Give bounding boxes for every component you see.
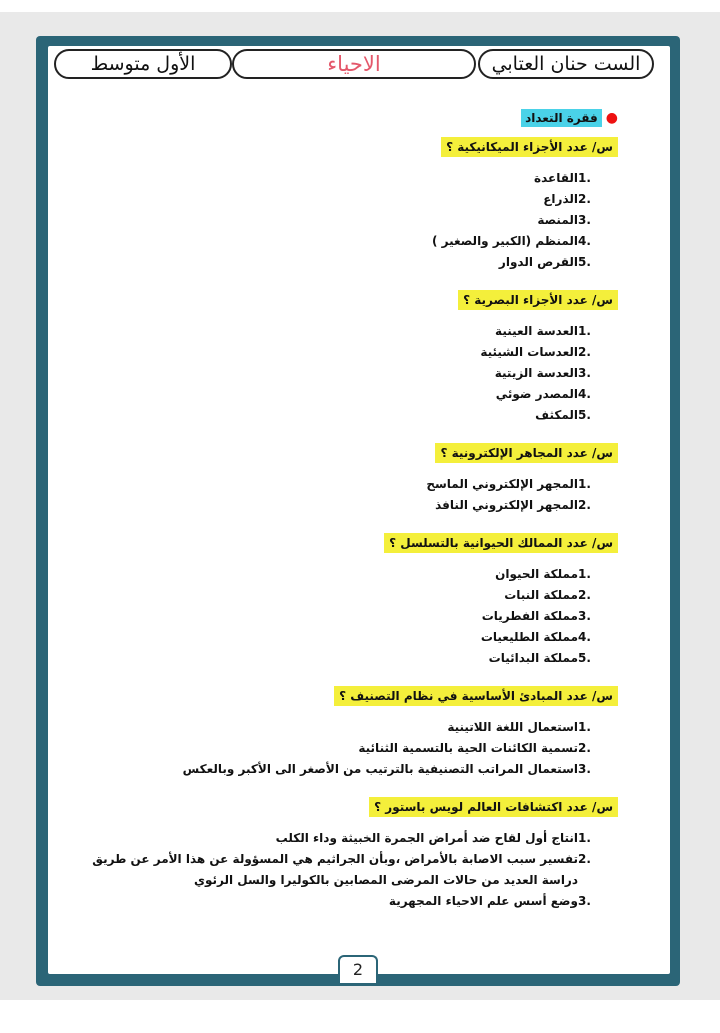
answer-number: 1. <box>578 171 591 185</box>
answer-number: 2. <box>578 498 591 512</box>
section-title: فقرة التعداد <box>521 109 602 127</box>
question-row <box>60 679 618 709</box>
answer-number: 4. <box>578 387 591 401</box>
answer-text: المجهر الإلكتروني الماسح <box>426 477 578 491</box>
answer-item <box>60 189 598 210</box>
answer-list <box>60 168 618 273</box>
answer-text: المصدر ضوئي <box>495 387 578 401</box>
question-row <box>60 790 618 820</box>
answer-number: 5. <box>578 651 591 665</box>
answer-item <box>60 849 598 891</box>
answer-text: القاعدة <box>534 171 578 185</box>
answer-item <box>60 474 598 495</box>
answer-text: مملكة الفطريات <box>481 609 578 623</box>
question-row <box>60 130 618 160</box>
answer-list <box>60 474 618 516</box>
answer-item <box>60 606 598 627</box>
answer-item <box>60 585 598 606</box>
answer-item <box>60 891 598 912</box>
answer-number: 3. <box>578 894 591 908</box>
question-prompt: س/ عدد الأجزاء الميكانيكية ؟ <box>441 137 618 157</box>
answer-number: 3. <box>578 213 591 227</box>
page-number: 2 <box>338 955 378 983</box>
answer-item <box>60 384 598 405</box>
answer-number: 2. <box>578 741 591 755</box>
answer-item <box>60 168 598 189</box>
question-prompt: س/ عدد الأجزاء البصرية ؟ <box>458 290 618 310</box>
answer-text: الذراع <box>543 192 578 206</box>
question-list <box>60 130 618 912</box>
answer-list <box>60 717 618 780</box>
answer-text: المكثف <box>535 408 578 422</box>
answer-number: 3. <box>578 366 591 380</box>
answer-number: 4. <box>578 234 591 248</box>
answer-text: القرص الدوار <box>498 255 578 269</box>
answer-number: 4. <box>578 630 591 644</box>
answer-item <box>60 717 598 738</box>
answer-number: 2. <box>578 345 591 359</box>
answer-number: 2. <box>578 588 591 602</box>
bullet-icon: ● <box>605 110 618 126</box>
grade-label: الأول متوسط <box>54 49 232 79</box>
answer-text: مملكة النبات <box>504 588 578 602</box>
answer-number: 2. <box>578 192 591 206</box>
answer-number: 1. <box>578 324 591 338</box>
answer-item <box>60 363 598 384</box>
answer-text: المنصة <box>537 213 578 227</box>
answer-text: العدسة الزيتية <box>494 366 578 380</box>
answer-list <box>60 321 618 426</box>
answer-item <box>60 828 598 849</box>
answer-text: وضع أسس علم الاحياء المجهرية <box>388 894 578 908</box>
answer-list <box>60 564 618 669</box>
answer-number: 2. <box>578 852 591 866</box>
question-prompt: س/ عدد المجاهر الإلكترونية ؟ <box>435 443 618 463</box>
answer-item <box>60 210 598 231</box>
worksheet-content <box>60 100 618 922</box>
answer-text: انتاج أول لقاح ضد أمراض الجمرة الخبيثة وداء الكلب <box>275 831 578 845</box>
answer-number: 1. <box>578 567 591 581</box>
subject-title: الاحياء <box>232 49 476 79</box>
answer-number: 3. <box>578 609 591 623</box>
question-row <box>60 526 618 556</box>
teacher-name: الست حنان العتابي <box>478 49 654 79</box>
answer-item <box>60 342 598 363</box>
answer-item <box>60 564 598 585</box>
question-row <box>60 283 618 313</box>
answer-list <box>60 828 618 912</box>
answer-text: العدسات الشيئية <box>480 345 578 359</box>
answer-item <box>60 405 598 426</box>
answer-number: 5. <box>578 255 591 269</box>
answer-item <box>60 495 598 516</box>
answer-item <box>60 738 598 759</box>
answer-text: المنظم (الكبير والصغير ) <box>431 234 578 248</box>
question-row <box>60 436 618 466</box>
answer-text: مملكة الطليعيات <box>480 630 578 644</box>
answer-number: 5. <box>578 408 591 422</box>
answer-text: استعمال المراتب التصنيفية بالترتيب من الأصغر الى الأكبر وبالعكس <box>182 762 578 776</box>
answer-text: تفسير سبب الاصابة بالأمراض ،وبأن الجراثيم هي المسؤولة عن هذا الأمر عن طريق دراسة العديد من حالات المرضى المصابين بالكوليرا والسل الرئوي <box>92 852 578 887</box>
answer-number: 3. <box>578 762 591 776</box>
answer-number: 1. <box>578 477 591 491</box>
answer-text: مملكة الحيوان <box>495 567 578 581</box>
question-prompt: س/ عدد الممالك الحيوانية بالتسلسل ؟ <box>384 533 618 553</box>
answer-number: 1. <box>578 831 591 845</box>
answer-text: استعمال اللغة اللاتينية <box>447 720 578 734</box>
answer-item <box>60 627 598 648</box>
answer-item <box>60 231 598 252</box>
question-prompt: س/ عدد اكتشافات العالم لويس باستور ؟ <box>369 797 618 817</box>
question-prompt: س/ عدد المبادئ الأساسية في نظام التصنيف ؟ <box>334 686 618 706</box>
answer-item <box>60 648 598 669</box>
answer-number: 1. <box>578 720 591 734</box>
answer-text: العدسة العينية <box>495 324 578 338</box>
answer-text: مملكة البدائيات <box>488 651 578 665</box>
answer-item <box>60 759 598 780</box>
answer-item <box>60 252 598 273</box>
answer-text: تسمية الكائنات الحية بالتسمية الثنائية <box>358 741 578 755</box>
answer-item <box>60 321 598 342</box>
answer-text: المجهر الإلكتروني النافذ <box>435 498 578 512</box>
section-heading <box>60 106 618 130</box>
